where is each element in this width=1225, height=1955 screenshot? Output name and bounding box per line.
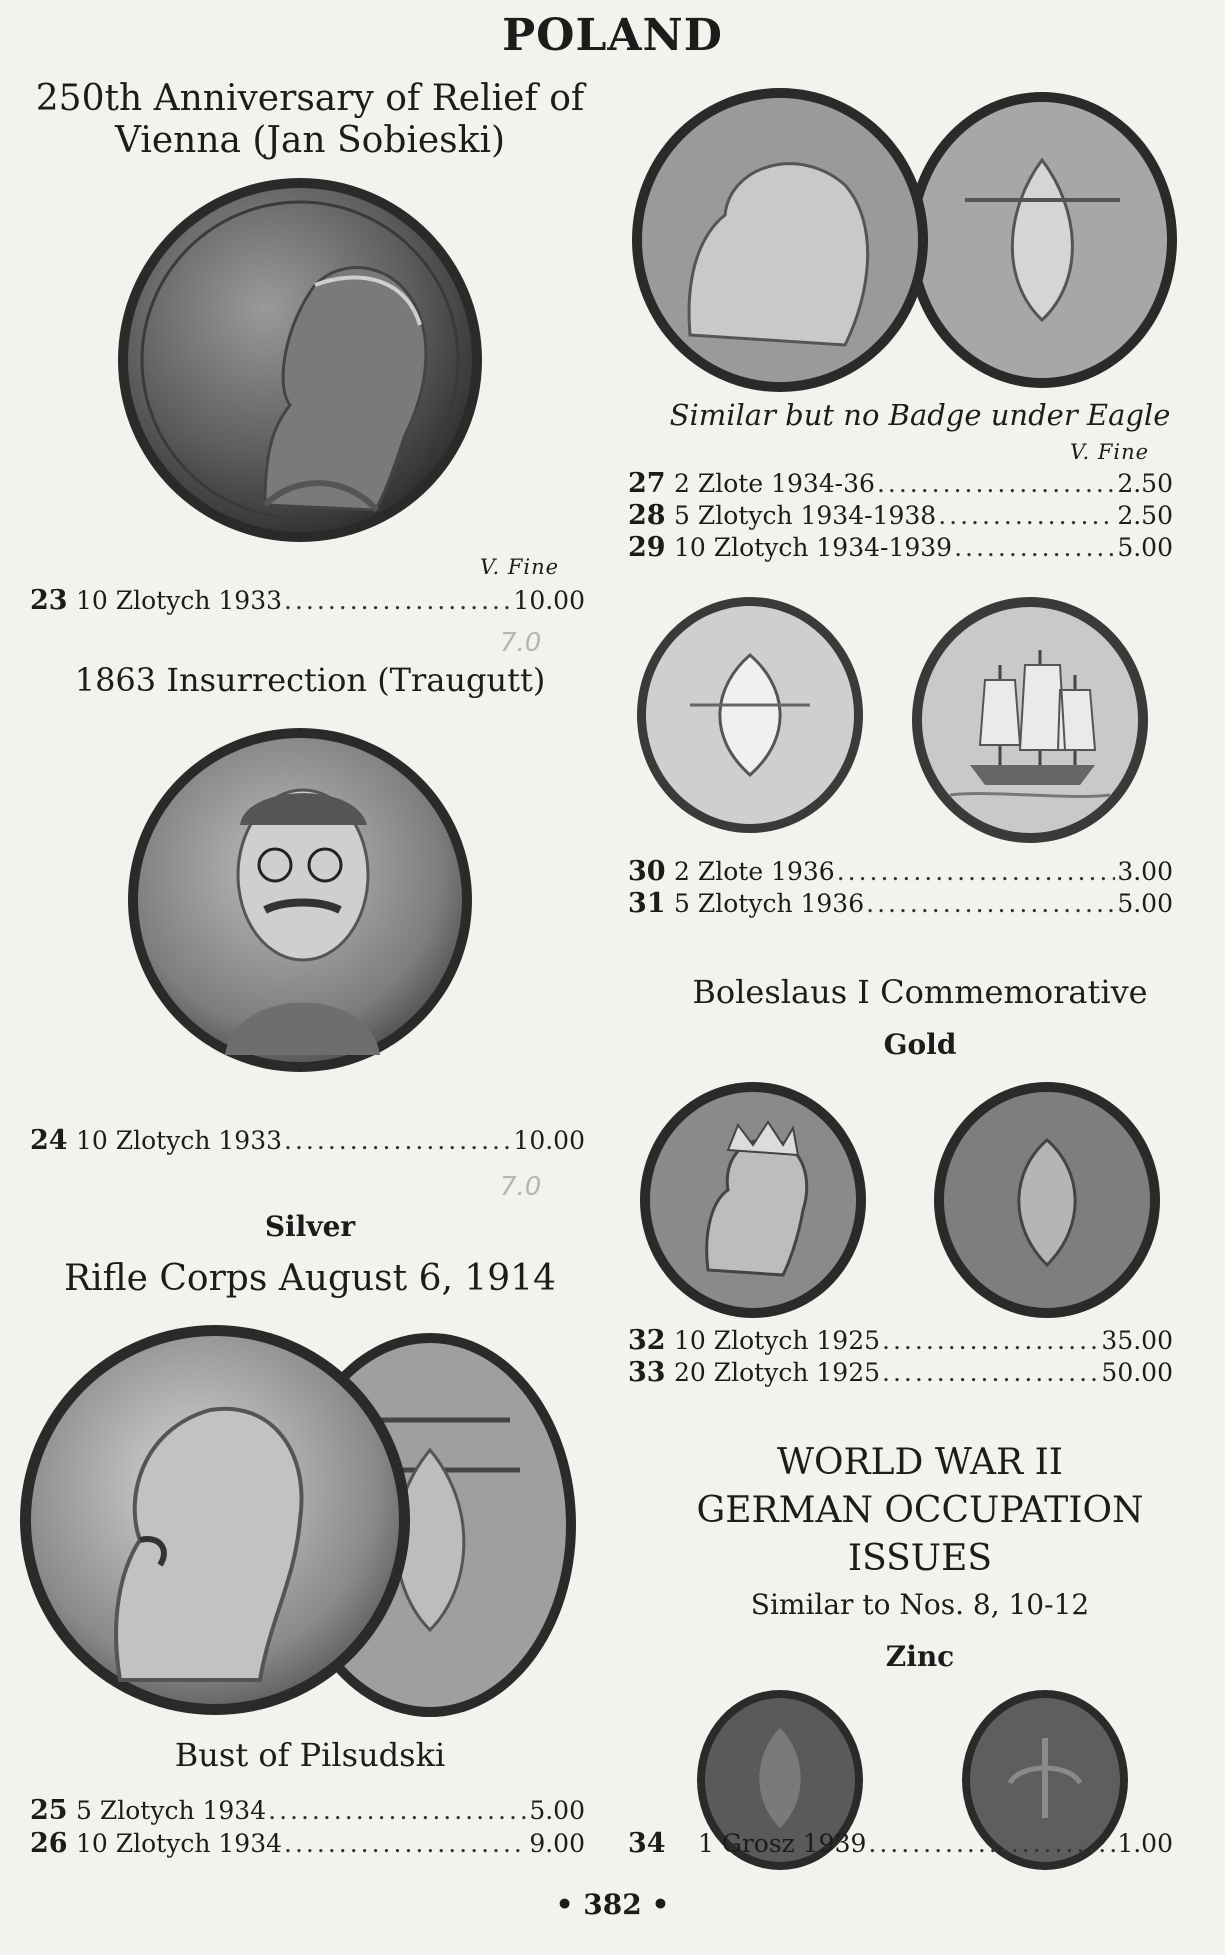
entry-number: 29 <box>628 532 666 563</box>
entry-price: 5.00 <box>1117 889 1173 918</box>
pilsudski-coin-obverse-image <box>630 85 930 395</box>
ship-coin-1936-image <box>910 595 1150 845</box>
catalog-entry-29 <box>628 532 1173 563</box>
entry-number: 31 <box>628 888 666 919</box>
entry-price: 10.00 <box>513 586 585 615</box>
entry-description: 5 Zlotych 1934-1938 <box>674 501 937 530</box>
entry-price: 5.00 <box>1117 533 1173 562</box>
catalog-entry-25 <box>30 1795 585 1826</box>
rifle-corps-heading: Rifle Corps August 6, 1914 <box>64 1258 556 1299</box>
sobieski-heading-line1: 250th Anniversary of Relief of <box>35 78 585 119</box>
catalog-entry-26 <box>30 1828 585 1859</box>
entry-price: 9.00 <box>529 1829 585 1858</box>
entry-price: 2.50 <box>1117 501 1173 530</box>
grade-label-sobieski: V. Fine <box>480 555 560 579</box>
entry-number: 27 <box>628 468 666 499</box>
pencil-note: 7.0 <box>500 1172 542 1202</box>
entry-description: 10 Zlotych 1933 <box>76 1126 283 1155</box>
entry-number: 26 <box>30 1828 68 1859</box>
entry-price: 50.00 <box>1101 1358 1173 1387</box>
catalog-entry-33 <box>628 1357 1173 1388</box>
catalog-entry-34 <box>628 1828 1173 1859</box>
entry-price: 2.50 <box>1117 469 1173 498</box>
catalog-entry-28 <box>628 500 1173 531</box>
entry-number: 32 <box>628 1325 666 1356</box>
entry-description: 1 Grosz 1939 <box>698 1829 867 1858</box>
entry-description: 10 Zlotych 1934-1939 <box>674 533 953 562</box>
page-number: • 382 • <box>555 1888 670 1921</box>
entry-number: 23 <box>30 585 68 616</box>
catalog-entry-32 <box>628 1325 1173 1356</box>
bust-caption: Bust of Pilsudski <box>174 1736 446 1774</box>
entry-description: 2 Zlote 1934-36 <box>674 469 875 498</box>
entry-description: 20 Zlotych 1925 <box>674 1358 881 1387</box>
gold-label: Gold <box>883 1028 957 1061</box>
sobieski-coin-image <box>115 175 485 545</box>
silver-label: Silver <box>264 1210 356 1243</box>
eagle-coin-1936-image <box>635 595 865 835</box>
ww2-heading-line2: GERMAN OCCUPATION <box>696 1490 1144 1531</box>
catalog-entry-31 <box>628 888 1173 919</box>
sobieski-heading-line2: Vienna (Jan Sobieski) <box>114 120 506 161</box>
rifle-corps-coin-obverse-image <box>20 1320 410 1720</box>
catalog-entry-23 <box>30 585 585 616</box>
grade-label-right: V. Fine <box>1070 440 1150 464</box>
catalog-entry-27 <box>628 468 1173 499</box>
boleslaus-coin-reverse-image <box>932 1080 1162 1320</box>
pilsudski-caption: Similar but no Badge under Eagle <box>669 398 1171 432</box>
traugutt-heading: 1863 Insurrection (Traugutt) <box>74 661 546 699</box>
entry-description: 10 Zlotych 1925 <box>674 1326 881 1355</box>
entry-description: 2 Zlote 1936 <box>674 857 835 886</box>
boleslaus-heading: Boleslaus I Commemorative <box>692 973 1148 1011</box>
catalog-entry-24 <box>30 1125 585 1156</box>
ww2-heading-line1: WORLD WAR II <box>776 1442 1064 1483</box>
traugutt-coin-image <box>125 725 475 1075</box>
ww2-heading-line3: ISSUES <box>847 1538 993 1579</box>
entry-number: 34 <box>628 1828 666 1859</box>
pilsudski-coin-reverse-image <box>905 90 1180 390</box>
zinc-label: Zinc <box>885 1640 955 1673</box>
entry-description: 10 Zlotych 1933 <box>76 586 283 615</box>
ww2-subheading: Similar to Nos. 8, 10-12 <box>750 1588 1090 1621</box>
entry-price: 35.00 <box>1101 1326 1173 1355</box>
entry-number: 25 <box>30 1795 68 1826</box>
catalog-entry-30 <box>628 856 1173 887</box>
entry-price: 10.00 <box>513 1126 585 1155</box>
entry-number: 28 <box>628 500 666 531</box>
entry-description: 5 Zlotych 1936 <box>674 889 865 918</box>
entry-number: 33 <box>628 1357 666 1388</box>
entry-description: 10 Zlotych 1934 <box>76 1829 283 1858</box>
entry-description: 5 Zlotych 1934 <box>76 1796 267 1825</box>
pencil-note: 7.0 <box>500 628 542 658</box>
entry-number: 24 <box>30 1125 68 1156</box>
entry-price: 1.00 <box>1117 1829 1173 1858</box>
boleslaus-coin-obverse-image <box>638 1080 868 1320</box>
entry-price: 5.00 <box>529 1796 585 1825</box>
entry-price: 3.00 <box>1117 857 1173 886</box>
entry-number: 30 <box>628 856 666 887</box>
page-title: POLAND <box>502 10 723 61</box>
